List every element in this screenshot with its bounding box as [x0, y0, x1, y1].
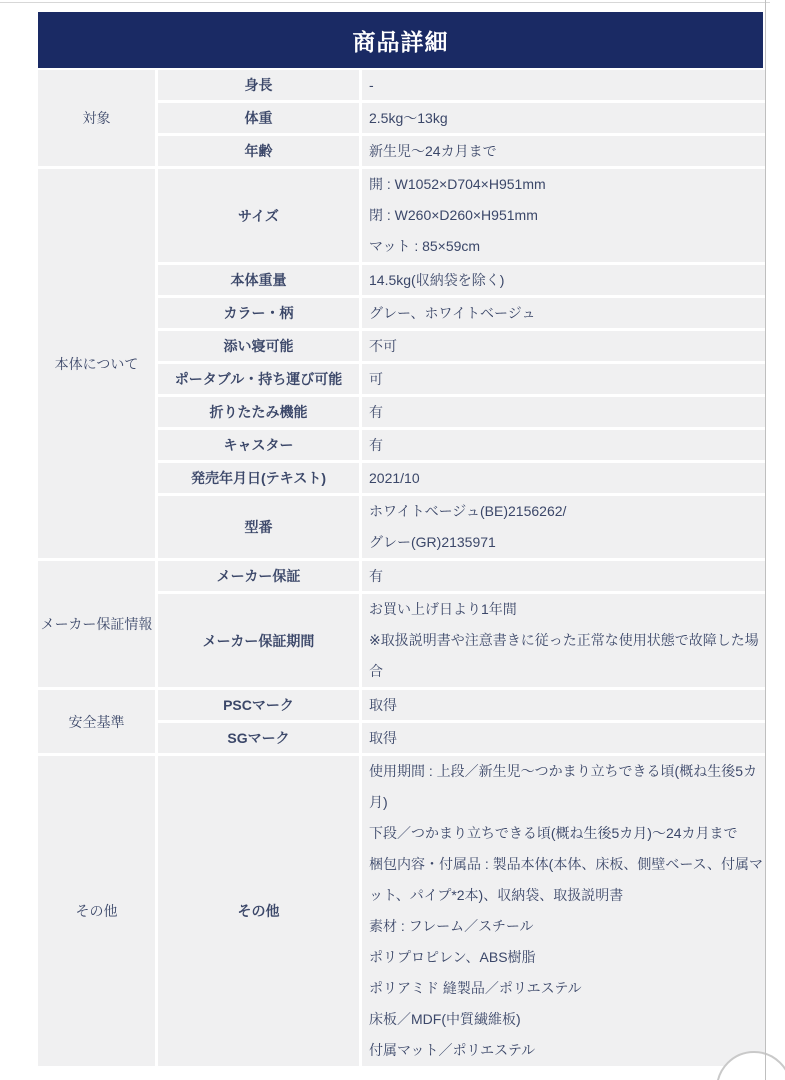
category-other: その他 — [38, 756, 155, 1066]
attr-value: 有 — [362, 430, 766, 460]
value-line: ホワイトベージュ(BE)2156262/ — [369, 503, 567, 519]
value-line: 下段／つかまり立ちできる頃(概ね生後5カ月)〜24カ月まで — [369, 825, 738, 841]
table-row — [38, 70, 766, 100]
attr-label: ポータブル・持ち運び可能 — [158, 364, 359, 394]
value-line: 使用期間 : 上段／新生児〜つかまり立ちできる頃(概ね生後5カ月) — [369, 763, 757, 810]
table-row — [38, 169, 766, 262]
attr-label: キャスター — [158, 430, 359, 460]
category-warranty: メーカー保証情報 — [38, 561, 155, 687]
attr-value — [362, 496, 766, 558]
attr-label: メーカー保証 — [158, 561, 359, 591]
attr-label: サイズ — [158, 169, 359, 262]
attr-label: 本体重量 — [158, 265, 359, 295]
value-line: ※取扱説明書や注意書きに従った正常な使用状態で故障した場合 — [369, 632, 759, 679]
attr-label: 添い寝可能 — [158, 331, 359, 361]
attr-value: - — [362, 70, 766, 100]
attr-value: 有 — [362, 561, 766, 591]
value-line: 素材 : フレーム／スチール — [369, 918, 534, 934]
attr-value — [362, 594, 766, 687]
spec-table — [35, 67, 769, 1069]
attr-label: メーカー保証期間 — [158, 594, 359, 687]
attr-value: 取得 — [362, 690, 766, 720]
attr-value: 2021/10 — [362, 463, 766, 493]
table-row — [38, 561, 766, 591]
value-line: 床板／MDF(中質繊維板) — [369, 1011, 521, 1027]
attr-label: その他 — [158, 756, 359, 1066]
value-line: ポリアミド 縫製品／ポリエステル — [369, 980, 582, 996]
attr-value: 取得 — [362, 723, 766, 753]
attr-label: PSCマーク — [158, 690, 359, 720]
value-line: 梱包内容・付属品 : 製品本体(本体、床板、側壁ベース、付属マット、パイプ*2本)、収納袋、取扱説明書 — [369, 856, 764, 903]
attr-value: 可 — [362, 364, 766, 394]
attr-value: 2.5kg〜13kg — [362, 103, 766, 133]
attr-value — [362, 756, 766, 1066]
attr-label: カラー・柄 — [158, 298, 359, 328]
value-line: 閉 : W260×D260×H951mm — [369, 207, 538, 223]
frame-top-border — [0, 2, 770, 3]
value-line: 付属マット／ポリエステル — [369, 1042, 536, 1058]
category-taisho: 対象 — [38, 70, 155, 166]
table-row — [38, 756, 766, 1066]
attr-label: 折りたたみ機能 — [158, 397, 359, 427]
attr-label: 年齢 — [158, 136, 359, 166]
attr-label: 体重 — [158, 103, 359, 133]
page-title: 商品詳細 — [38, 12, 763, 68]
attr-label: 発売年月日(テキスト) — [158, 463, 359, 493]
attr-value: 有 — [362, 397, 766, 427]
attr-value: グレー、ホワイトベージュ — [362, 298, 766, 328]
table-row — [38, 690, 766, 720]
attr-label: SGマーク — [158, 723, 359, 753]
value-line: 開 : W1052×D704×H951mm — [369, 176, 546, 192]
attr-label: 身長 — [158, 70, 359, 100]
value-line: マット : 85×59cm — [369, 238, 481, 254]
attr-value: 14.5kg(収納袋を除く) — [362, 265, 766, 295]
value-line: お買い上げ日より1年間 — [369, 601, 517, 617]
frame-right-border — [765, 0, 766, 1080]
attr-value — [362, 169, 766, 262]
category-safety: 安全基準 — [38, 690, 155, 753]
category-body: 本体について — [38, 169, 155, 558]
value-line: ポリプロピレン、ABS樹脂 — [369, 949, 536, 965]
attr-label: 型番 — [158, 496, 359, 558]
attr-value: 不可 — [362, 331, 766, 361]
value-line: グレー(GR)2135971 — [369, 534, 496, 550]
attr-value: 新生児〜24カ月まで — [362, 136, 766, 166]
